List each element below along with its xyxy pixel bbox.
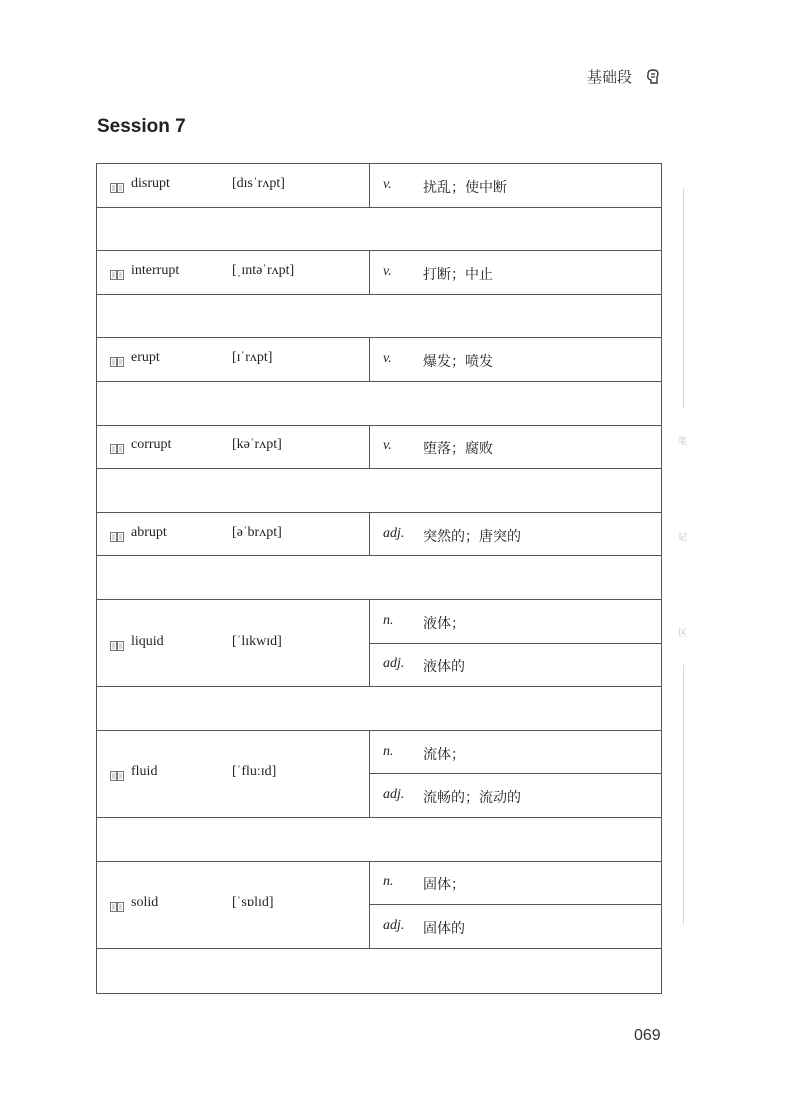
blank-notes-row[interactable] bbox=[97, 687, 661, 731]
word-cell bbox=[97, 251, 370, 294]
word-cell bbox=[97, 862, 370, 948]
phonetic: [əˈbrʌpt] bbox=[232, 524, 282, 540]
word-row bbox=[97, 862, 661, 949]
blank-notes-row[interactable] bbox=[97, 556, 661, 600]
blank-notes-row[interactable] bbox=[97, 208, 661, 252]
meaning: 爆发；喷发 bbox=[423, 354, 493, 371]
meaning: 突然的；唐突的 bbox=[423, 528, 521, 545]
meaning: 液体； bbox=[423, 615, 465, 632]
blank-notes-row[interactable] bbox=[97, 469, 661, 513]
section-label: 基础段 bbox=[586, 68, 632, 86]
word-row bbox=[97, 164, 661, 208]
headword: erupt bbox=[131, 350, 160, 366]
blank-notes-row[interactable] bbox=[97, 382, 661, 426]
headword: abrupt bbox=[131, 524, 167, 540]
word-cell bbox=[97, 164, 370, 207]
running-header bbox=[587, 66, 660, 87]
definition-line bbox=[370, 644, 661, 688]
meaning: 扰乱；使中断 bbox=[423, 179, 507, 196]
headword: liquid bbox=[131, 633, 164, 649]
open-book-icon bbox=[110, 270, 124, 280]
part-of-speech: v. bbox=[383, 351, 392, 367]
meaning: 流体； bbox=[423, 746, 465, 763]
word-cell bbox=[97, 426, 370, 469]
vocabulary-table bbox=[96, 163, 662, 994]
definition-line bbox=[370, 600, 661, 644]
phonetic: [kəˈrʌpt] bbox=[232, 437, 282, 453]
notes-margin-rule-bottom bbox=[683, 665, 684, 925]
word-row bbox=[97, 426, 661, 470]
definition-line bbox=[370, 164, 661, 208]
part-of-speech: n. bbox=[383, 874, 394, 890]
headword: corrupt bbox=[131, 437, 172, 453]
definition-line bbox=[370, 905, 661, 949]
word-cell bbox=[97, 600, 370, 686]
part-of-speech: n. bbox=[383, 612, 394, 628]
word-cell bbox=[97, 731, 370, 817]
open-book-icon bbox=[110, 183, 124, 193]
meaning: 固体的 bbox=[423, 920, 465, 937]
meaning: 固体； bbox=[423, 877, 465, 894]
headword: fluid bbox=[131, 764, 158, 780]
part-of-speech: adj. bbox=[383, 656, 405, 672]
open-book-icon bbox=[110, 444, 124, 454]
meaning: 堕落；腐败 bbox=[423, 441, 493, 458]
open-book-icon bbox=[110, 902, 124, 912]
open-book-icon bbox=[110, 532, 124, 542]
headword: solid bbox=[131, 895, 159, 911]
open-book-icon bbox=[110, 357, 124, 367]
definition-line bbox=[370, 774, 661, 818]
open-book-icon bbox=[110, 771, 124, 781]
word-row bbox=[97, 251, 661, 295]
part-of-speech: adj. bbox=[383, 917, 405, 933]
definition-line bbox=[370, 251, 661, 295]
definition-line bbox=[370, 338, 661, 382]
word-row bbox=[97, 513, 661, 557]
word-cell bbox=[97, 338, 370, 381]
part-of-speech: adj. bbox=[383, 525, 405, 541]
blank-notes-row[interactable] bbox=[97, 818, 661, 862]
phonetic: [ˈlɪkwɪd] bbox=[232, 633, 282, 649]
word-cell bbox=[97, 513, 370, 556]
part-of-speech: v. bbox=[383, 438, 392, 454]
meaning: 流畅的；流动的 bbox=[423, 790, 521, 807]
definition-line bbox=[370, 862, 661, 906]
phonetic: [ˈfluːɪd] bbox=[232, 764, 277, 780]
word-row bbox=[97, 338, 661, 382]
definition-line bbox=[370, 731, 661, 775]
session-title: Session 7 bbox=[97, 116, 186, 137]
notes-margin-char: 区 bbox=[678, 629, 688, 639]
meaning: 打断；中止 bbox=[423, 266, 493, 283]
phonetic: [ˌɪntəˈrʌpt] bbox=[232, 262, 295, 278]
word-row bbox=[97, 731, 661, 818]
open-book-icon bbox=[110, 641, 124, 651]
brain-logo-icon bbox=[646, 69, 660, 85]
headword: interrupt bbox=[131, 262, 180, 278]
definition-line bbox=[370, 426, 661, 470]
page-number: 069 bbox=[634, 1027, 661, 1044]
headword: disrupt bbox=[131, 175, 170, 191]
word-row bbox=[97, 600, 661, 687]
part-of-speech: adj. bbox=[383, 787, 405, 803]
phonetic: [ɪˈrʌpt] bbox=[232, 350, 273, 366]
meaning: 液体的 bbox=[423, 659, 465, 676]
phonetic: [dɪsˈrʌpt] bbox=[232, 175, 285, 191]
notes-margin-char: 笔 bbox=[678, 437, 688, 447]
part-of-speech: v. bbox=[383, 263, 392, 279]
part-of-speech: v. bbox=[383, 176, 392, 192]
notes-margin-char: 记 bbox=[678, 533, 688, 543]
notes-margin-rule-top bbox=[683, 188, 684, 408]
definition-line bbox=[370, 513, 661, 557]
phonetic: [ˈsɒlɪd] bbox=[232, 895, 274, 911]
part-of-speech: n. bbox=[383, 743, 394, 759]
blank-notes-row[interactable] bbox=[97, 295, 661, 339]
blank-notes-row[interactable] bbox=[97, 949, 661, 993]
